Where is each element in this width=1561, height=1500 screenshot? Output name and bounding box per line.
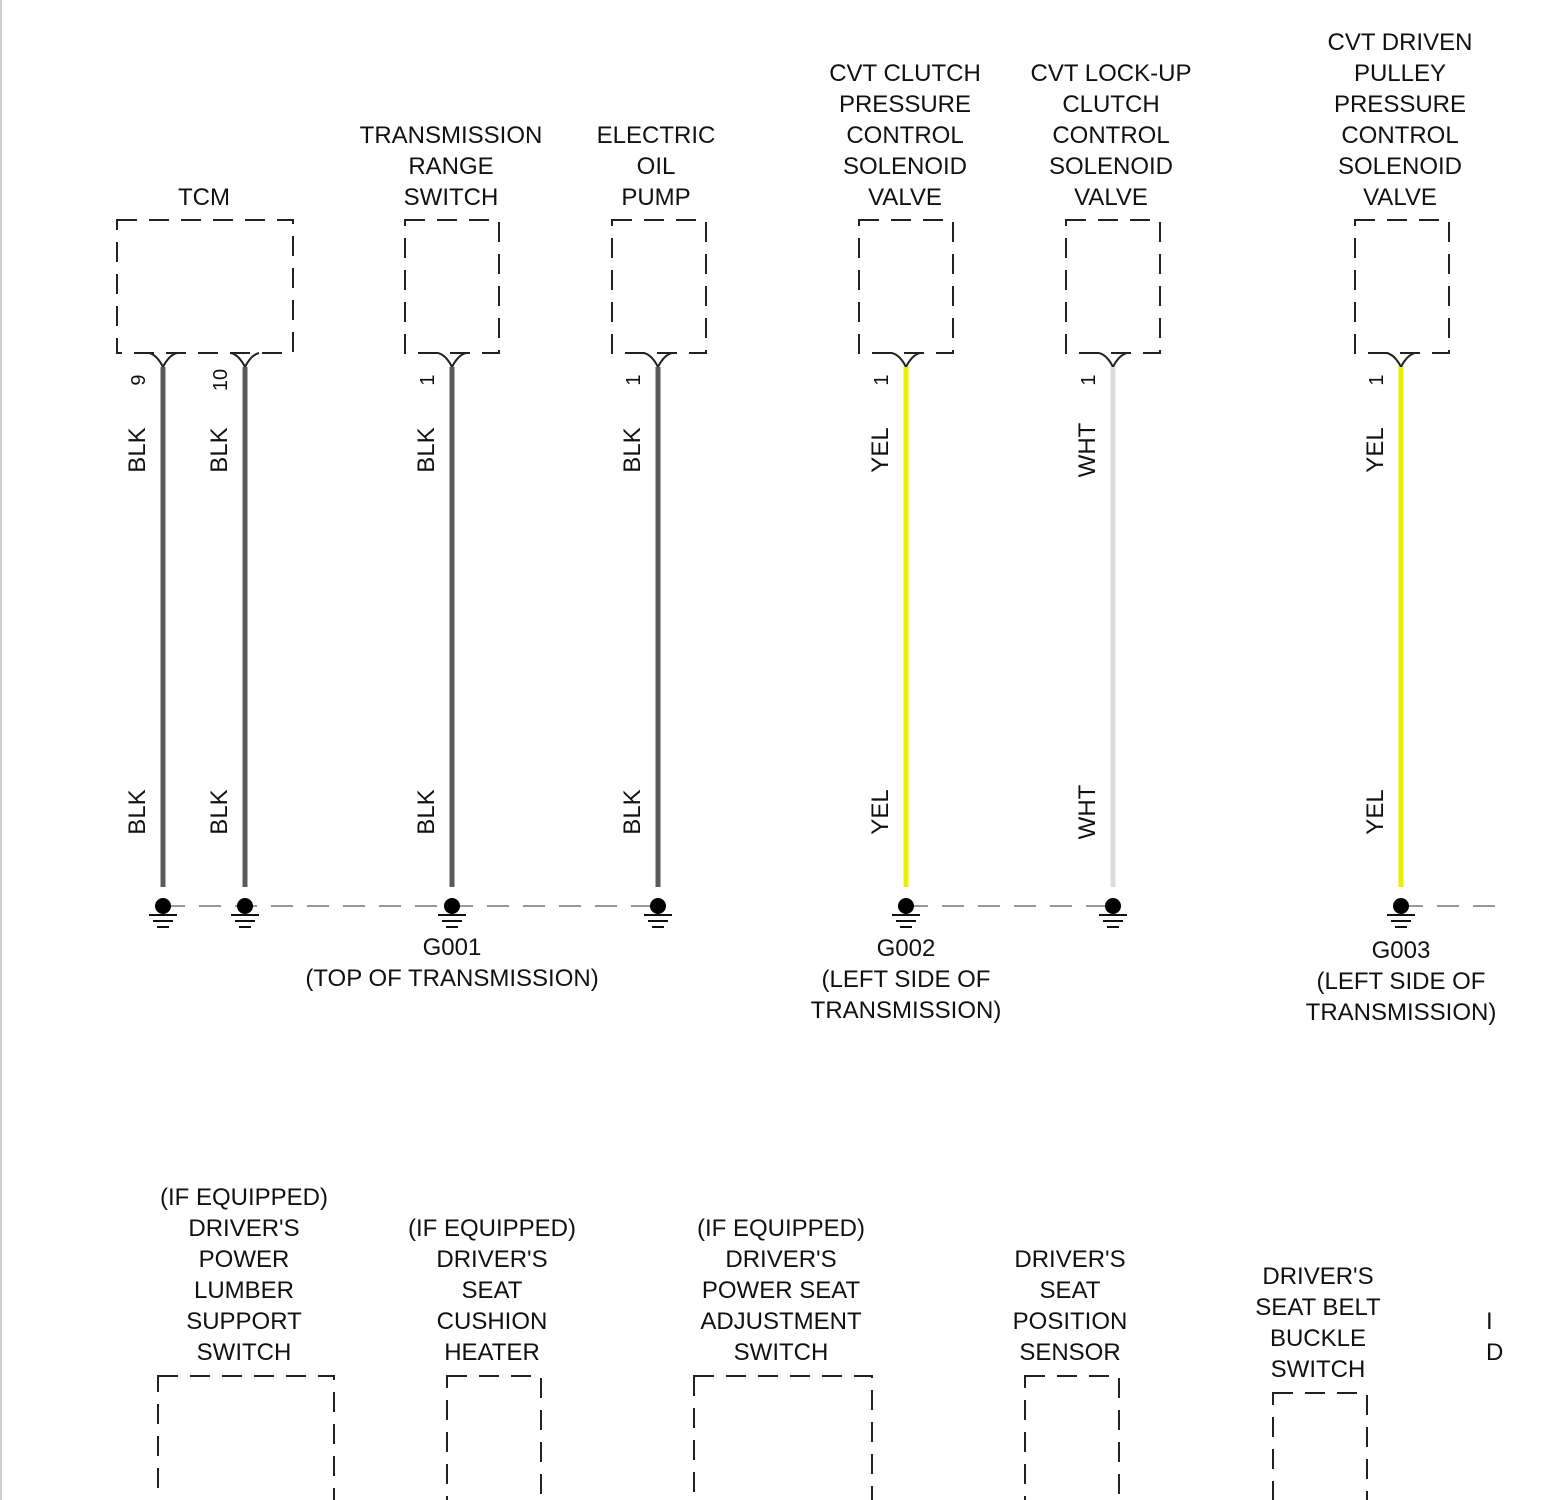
partial-label [1486, 1306, 1504, 1368]
connector-5 [1099, 353, 1127, 367]
adjust-label-line: DRIVER'S [725, 1246, 837, 1273]
trs-label-line: RANGE [408, 153, 494, 180]
eop-label-line: OIL [636, 153, 676, 180]
ground-location: TRANSMISSION) [1305, 999, 1497, 1026]
partial-label-line: D [1486, 1339, 1504, 1366]
pin-number: 10 [210, 368, 232, 392]
cushion-box [447, 1376, 541, 1500]
cvt-clutch-label-line: CVT CLUTCH [829, 60, 981, 87]
cvt-driven-label-line: SOLENOID [1337, 153, 1463, 180]
ground-symbol [1387, 898, 1415, 927]
wire-color-code-bottom: BLK [413, 789, 440, 835]
wire-color-code-top: YEL [867, 427, 894, 473]
ground-label-g003 [1241, 935, 1561, 1028]
cvt-driven-label-line: PULLEY [1353, 60, 1447, 87]
buckle-label-line: BUCKLE [1269, 1325, 1367, 1352]
tcm-label-line: TCM [178, 184, 230, 211]
ground-location: TRANSMISSION) [810, 997, 1002, 1024]
tcm-box [117, 220, 293, 353]
connector-2 [438, 353, 466, 367]
ground-location: (TOP OF TRANSMISSION) [305, 965, 599, 992]
cushion-label [342, 1213, 642, 1368]
wire-color-code-bottom: WHT [1074, 784, 1101, 840]
lumber-box [158, 1376, 334, 1500]
wire-color-code-top: BLK [619, 427, 646, 473]
pin-number: 1 [417, 374, 439, 386]
cvt-driven-label-line: PRESSURE [1333, 91, 1467, 118]
cvt-lockup-label-line: SOLENOID [1048, 153, 1174, 180]
lumber-label-line: SUPPORT [186, 1308, 302, 1335]
ground-symbol [1099, 898, 1127, 927]
ground-label-g001 [292, 932, 612, 994]
position-label-line: SENSOR [1019, 1339, 1121, 1366]
ground-id: G002 [876, 935, 936, 962]
cvt-clutch-label-line: PRESSURE [838, 91, 972, 118]
buckle-label-line: DRIVER'S [1262, 1263, 1374, 1290]
wire-color-code-top: YEL [1362, 427, 1389, 473]
connector-3 [644, 353, 672, 367]
lumber-label-line: LUMBER [193, 1277, 295, 1304]
trs-label-line: SWITCH [403, 184, 499, 211]
adjust-label-line: POWER SEAT [701, 1277, 861, 1304]
buckle-label-line: SEAT BELT [1255, 1294, 1381, 1321]
cvt-driven-label-line: CVT DRIVEN [1327, 29, 1473, 56]
cvt-clutch-label-line: CONTROL [846, 122, 964, 149]
cvt-lockup-label-line: VALVE [1074, 184, 1148, 211]
cvt-driven-box [1355, 220, 1449, 353]
ground-symbol [644, 898, 672, 927]
lumber-label-line: POWER [198, 1246, 290, 1273]
connector-1 [231, 353, 259, 367]
cushion-label-line: DRIVER'S [436, 1246, 548, 1273]
eop-label-line: ELECTRIC [596, 122, 716, 149]
partial-label-line: I [1486, 1308, 1493, 1335]
eop-box [612, 220, 706, 353]
wire-color-code-bottom: BLK [206, 789, 233, 835]
position-label-line: SEAT [1039, 1277, 1101, 1304]
lumber-label-line: SWITCH [196, 1339, 292, 1366]
ground-symbol [438, 898, 466, 927]
cushion-label-line: (IF EQUIPPED) [407, 1215, 576, 1242]
wire-color-code-top: WHT [1074, 422, 1101, 478]
ground-location: (LEFT SIDE OF [1316, 968, 1486, 995]
buckle-label-line: SWITCH [1270, 1356, 1366, 1383]
cvt-driven-label [1250, 27, 1550, 213]
lumber-label-line: (IF EQUIPPED) [159, 1184, 328, 1211]
trs-box [405, 220, 499, 353]
adjust-label [631, 1213, 931, 1368]
cvt-lockup-label-line: CONTROL [1052, 122, 1170, 149]
trs-label-line: TRANSMISSION [359, 122, 543, 149]
adjust-box [694, 1376, 872, 1500]
adjust-label-line: (IF EQUIPPED) [696, 1215, 865, 1242]
eop-label-line: PUMP [621, 184, 691, 211]
adjust-label-line: SWITCH [733, 1339, 829, 1366]
cvt-clutch-label-line: VALVE [868, 184, 942, 211]
pin-number: 1 [623, 374, 645, 386]
wire-color-code-top: BLK [124, 427, 151, 473]
adjust-label-line: ADJUSTMENT [700, 1308, 862, 1335]
cushion-label-line: CUSHION [436, 1308, 548, 1335]
cushion-label-line: SEAT [461, 1277, 523, 1304]
cvt-lockup-box [1066, 220, 1160, 353]
pin-number: 9 [128, 374, 150, 386]
ground-symbol [231, 898, 259, 927]
ground-symbol [892, 898, 920, 927]
cvt-clutch-box [859, 220, 953, 353]
wire-color-code-bottom: BLK [619, 789, 646, 835]
pin-number: 1 [871, 374, 893, 386]
buckle-box [1273, 1393, 1367, 1500]
connector-4 [892, 353, 920, 367]
wire-color-code-top: BLK [413, 427, 440, 473]
position-label-line: POSITION [1012, 1308, 1128, 1335]
position-label-line: DRIVER'S [1014, 1246, 1126, 1273]
position-box [1025, 1376, 1119, 1500]
ground-location: (LEFT SIDE OF [821, 966, 991, 993]
wire-color-code-bottom: YEL [1362, 789, 1389, 835]
pin-number: 1 [1366, 374, 1388, 386]
cvt-lockup-label [961, 58, 1261, 213]
connector-6 [1387, 353, 1415, 367]
cvt-lockup-label-line: CVT LOCK-UP [1030, 60, 1192, 87]
ground-label-g002 [746, 933, 1066, 1026]
wire-color-code-bottom: YEL [867, 789, 894, 835]
cushion-label-line: HEATER [444, 1339, 540, 1366]
connector-0 [149, 353, 177, 367]
cvt-driven-label-line: CONTROL [1341, 122, 1459, 149]
cvt-clutch-label-line: SOLENOID [842, 153, 968, 180]
cvt-driven-label-line: VALVE [1363, 184, 1437, 211]
wire-color-code-top: BLK [206, 427, 233, 473]
pin-number: 1 [1078, 374, 1100, 386]
ground-symbol [149, 898, 177, 927]
lumber-label-line: DRIVER'S [188, 1215, 300, 1242]
wire-color-code-bottom: BLK [124, 789, 151, 835]
buckle-label [1168, 1261, 1468, 1385]
ground-id: G003 [1371, 937, 1431, 964]
cvt-lockup-label-line: CLUTCH [1062, 91, 1160, 118]
ground-id: G001 [422, 934, 482, 961]
